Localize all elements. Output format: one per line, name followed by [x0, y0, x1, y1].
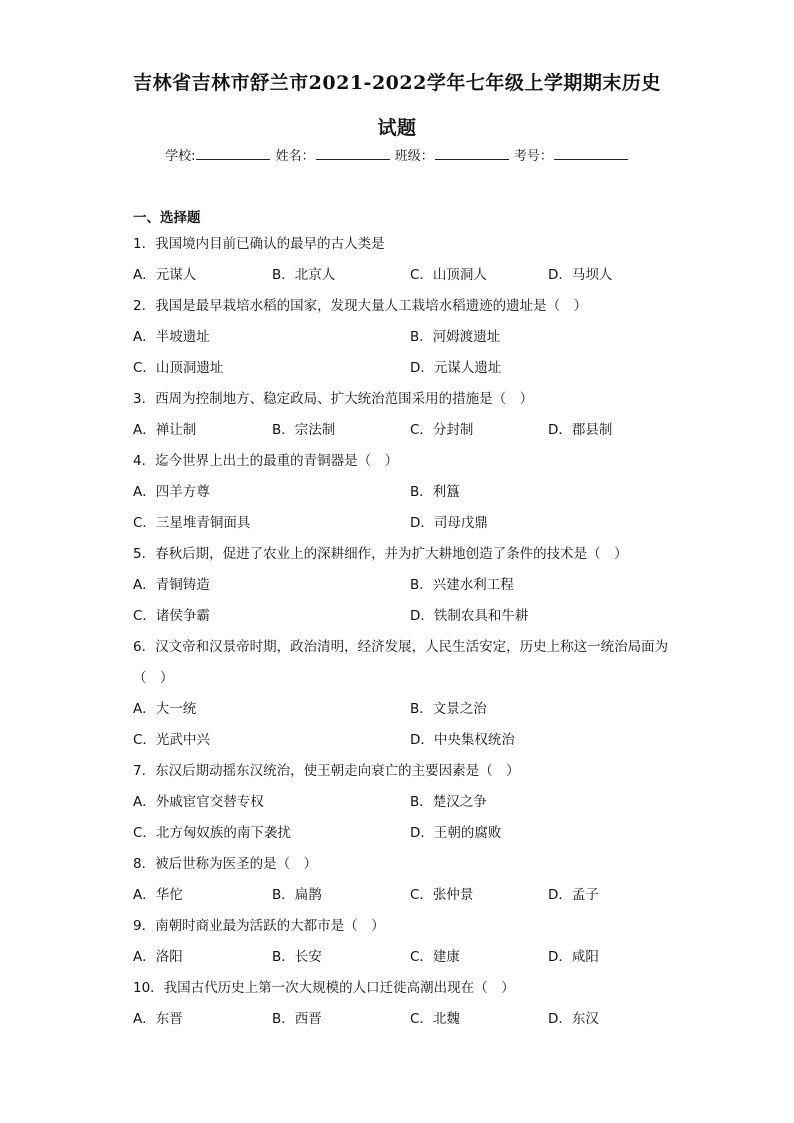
page-title-line-2: 试题 [377, 117, 417, 139]
option-c: C．北方匈奴族的南下袭扰 [133, 825, 291, 841]
option-c: C．张仲景 [410, 887, 474, 903]
student-info-row [0, 145, 794, 164]
option-a: A．半坡遗址 [133, 329, 210, 345]
option-b: B．北京人 [272, 267, 336, 283]
option-d: D．东汉 [548, 1011, 599, 1027]
option-b: B．利簋 [410, 484, 460, 500]
option-d: D．咸阳 [548, 949, 599, 965]
option-row [133, 787, 673, 818]
option-a: A．四羊方尊 [133, 484, 210, 500]
question-text: 7．东汉后期动摇东汉统治，使王朝走向衰亡的主要因素是（ ） [133, 763, 520, 779]
school-label: 学校: [165, 149, 196, 164]
option-row [133, 818, 673, 849]
name-label: 姓名： [275, 149, 315, 164]
option-b: B．扁鹊 [272, 887, 322, 903]
option-row [133, 508, 673, 539]
option-c: C．三星堆青铜面具 [133, 515, 251, 531]
option-a: A．禅让制 [133, 422, 197, 438]
option-d: D．王朝的腐败 [410, 825, 502, 841]
option-row [133, 415, 673, 446]
question-text: 5．春秋后期，促进了农业上的深耕细作，并为扩大耕地创造了条件的技术是（ ） [133, 546, 628, 562]
question-text: 6．汉文帝和汉景帝时期，政治清明，经济发展，人民生活安定，历史上称这一统治局面为（ ） [133, 639, 669, 686]
school-blank [196, 145, 270, 160]
class-label: 班级： [394, 149, 434, 164]
option-c: C．诸侯争霸 [133, 608, 210, 624]
question-text: 9．南朝时商业最为活跃的大都市是（ ） [133, 918, 385, 934]
option-row [133, 1004, 673, 1035]
option-a: A．华佗 [133, 887, 183, 903]
option-c: C．山顶洞遗址 [133, 360, 224, 376]
option-b: B．宗法制 [272, 422, 336, 438]
option-d: D．元谋人遗址 [410, 360, 502, 376]
exam-number-blank [554, 145, 628, 160]
option-row [133, 353, 673, 384]
option-row [133, 601, 673, 632]
option-a: A．元谋人 [133, 267, 197, 283]
option-row [133, 942, 673, 973]
option-d: D．马坝人 [548, 267, 613, 283]
option-row [133, 260, 673, 291]
option-b: B．楚汉之争 [410, 794, 487, 810]
option-a: A．东晋 [133, 1011, 183, 1027]
option-a: A．外戚宦官交替专权 [133, 794, 264, 810]
question-text: 3．西周为控制地方、稳定政局、扩大统治范围采用的措施是（ ） [133, 391, 534, 407]
question-text: 4．迄今世界上出土的最重的青铜器是（ ） [133, 453, 399, 469]
option-d: D．司母戊鼎 [410, 515, 488, 531]
question-text: 8．被后世称为医圣的是（ ） [133, 856, 318, 872]
option-c: C．分封制 [410, 422, 474, 438]
option-b: B．文景之治 [410, 701, 487, 717]
option-row [133, 694, 673, 725]
option-b: B．河姆渡遗址 [410, 329, 501, 345]
option-a: A．洛阳 [133, 949, 183, 965]
question-list [133, 229, 673, 1035]
option-row [133, 725, 673, 756]
option-d: D．孟子 [548, 887, 599, 903]
option-d: D．郡县制 [548, 422, 613, 438]
option-c: C．建康 [410, 949, 460, 965]
question-text: 1．我国境内目前已确认的最早的古人类是 [133, 236, 385, 252]
section-title: 一、选择题 [133, 210, 201, 226]
exam-number-label: 考号： [513, 149, 553, 164]
name-blank [316, 145, 390, 160]
option-c: C．光武中兴 [133, 732, 210, 748]
option-a: A．青铜铸造 [133, 577, 210, 593]
option-row [133, 570, 673, 601]
question-text: 10．我国古代历史上第一次大规模的人口迁徙高潮出现在（ ） [133, 980, 515, 996]
option-d: D．中央集权统治 [410, 732, 515, 748]
option-a: A．大一统 [133, 701, 197, 717]
option-c: C．山顶洞人 [410, 267, 487, 283]
option-b: B．长安 [272, 949, 322, 965]
option-c: C．北魏 [410, 1011, 460, 1027]
option-row [133, 880, 673, 911]
option-b: B．兴建水利工程 [410, 577, 514, 593]
question-text: 2．我国是最早栽培水稻的国家，发现大量人工栽培水稻遗迹的遗址是（ ） [133, 298, 588, 314]
class-blank [435, 145, 509, 160]
option-b: B．西晋 [272, 1011, 322, 1027]
option-d: D．铁制农具和牛耕 [410, 608, 529, 624]
option-row [133, 477, 673, 508]
page-title-line-1: 吉林省吉林市舒兰市2021-2022学年七年级上学期期末历史 [133, 72, 661, 94]
option-row [133, 322, 673, 353]
